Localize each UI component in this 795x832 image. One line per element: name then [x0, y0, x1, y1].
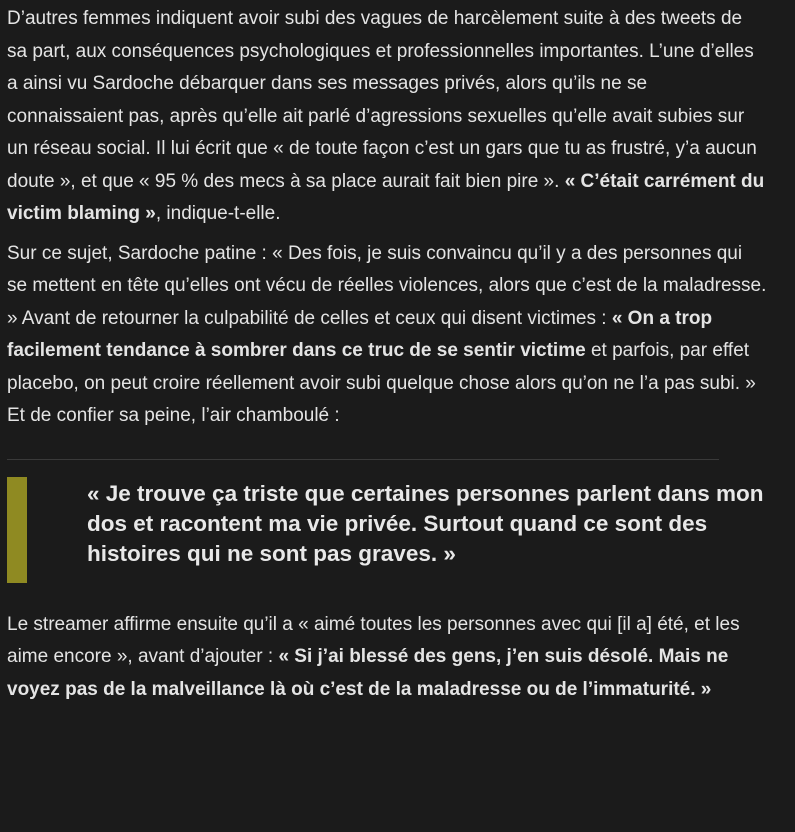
blockquote: [7, 479, 792, 585]
paragraph-closing: [7, 609, 767, 707]
paragraph-harassment: [7, 3, 767, 231]
paragraph-text: Sur ce sujet, Sardoche patine : « Des fois, je suis convaincu qu’il y a des personnes qui se mettent en tête qu’elles ont vécu de réelles violences, alors que c’est de la maladresse. » Avant de retourner la culpabilité de celles et ceux qui disent victimes :: [7, 242, 767, 329]
quote-emphasis: « Si j’ai blessé des gens, j’en suis désolé. Mais ne voyez pas de la malveillance là où c’est de la maladresse ou de l’immaturité. »: [7, 646, 729, 700]
paragraph-text: Le streamer affirme ensuite qu’il a « aimé toutes les personnes avec qui [il a] été, et les aime encore », avant d’ajouter :: [7, 613, 740, 667]
divider: [7, 459, 719, 460]
paragraph-text: et parfois, par effet placebo, on peut croire réellement avoir subi quelque chose alors qu’on ne l’a pas subi. » Et de confier sa peine, l’air chamboulé :: [7, 340, 756, 426]
paragraph-sardoche-response: [7, 238, 767, 433]
blockquote-accent-bar: [7, 477, 27, 583]
quote-emphasis: « On a trop facilement tendance à sombrer dans ce truc de se sentir victime: [7, 307, 713, 361]
quote-emphasis: « C’était carrément du victim blaming »: [7, 170, 765, 224]
paragraph-text: , indique-t-elle.: [155, 203, 281, 224]
blockquote-text: « Je trouve ça triste que certaines personnes parlent dans mon dos et racontent ma vie privée. Surtout quand ce sont des histoires qui ne sont pas graves. »: [87, 480, 764, 566]
paragraph-text: D’autres femmes indiquent avoir subi des vagues de harcèlement suite à des tweets de sa part, aux conséquences psychologiques et professionnelles importantes. L’une d’elles a ainsi vu Sardoche débarquer dans ses messages privés, alors qu’ils ne se connaissaient pas, après qu’elle ait parlé d’agressions sexuelles qu’elle avait subies sur un réseau social. Il lui écrit que « de toute façon c’est un gars que tu as frustré, y’a aucun doute », et que « 95 % des mecs à sa place aurait fait bien pire ».: [7, 8, 757, 192]
